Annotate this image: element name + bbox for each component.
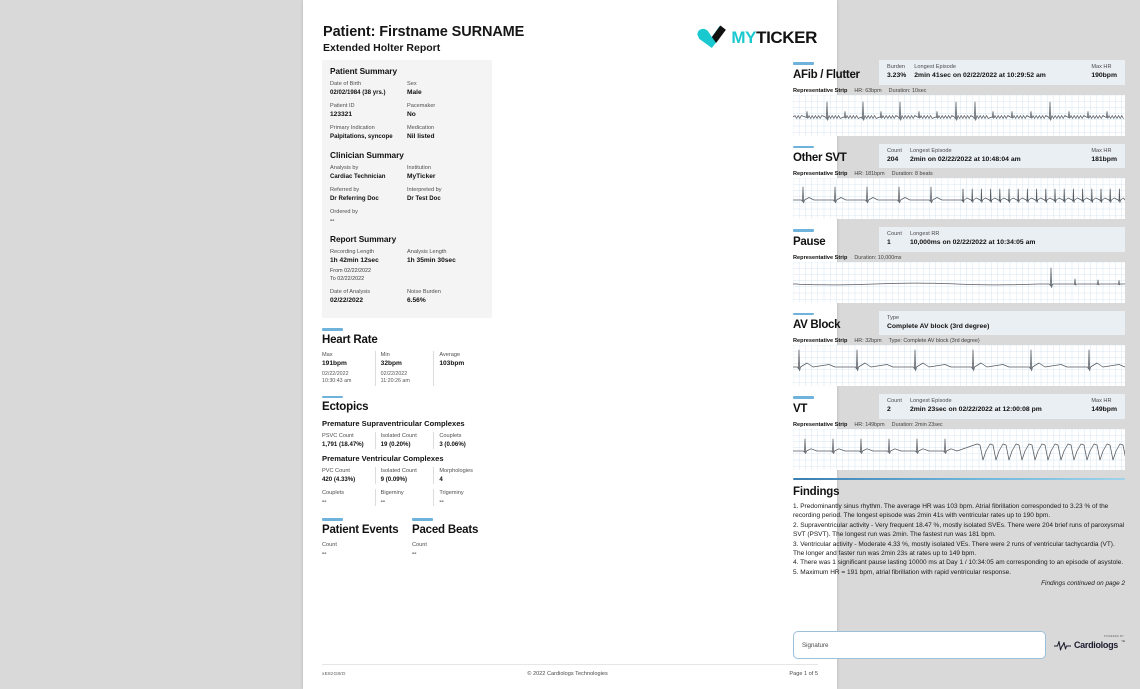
recording-length-field <box>330 248 407 265</box>
heart-rate-title: Heart Rate <box>322 333 378 346</box>
event-stat <box>887 314 997 332</box>
psvc-isolated-label: Isolated Count <box>380 433 417 440</box>
patient-summary-title: Patient Summary <box>330 66 398 76</box>
pvc-stats-row <box>322 467 492 484</box>
referred-by-value: Dr Referring Doc <box>330 195 379 202</box>
noise-burden-label: Noise Burden <box>407 289 441 295</box>
analysis-by-value: Cardiac Technician <box>330 173 386 180</box>
hr-average-field <box>433 351 492 386</box>
event-stat <box>887 147 910 165</box>
pvc-couplets-field <box>322 489 375 506</box>
event-header <box>793 60 1125 85</box>
event-stat <box>1091 147 1119 165</box>
hr-max-time: 10:30:43 am <box>322 378 352 385</box>
accent-bar-paced-beats <box>412 518 433 521</box>
pvc-bigeminy-value: -- <box>380 498 386 506</box>
date-of-analysis-label: Date of Analysis <box>330 289 371 295</box>
institution-field <box>407 164 484 181</box>
pvc-trigeminy-value: -- <box>439 498 444 506</box>
pvc-isolated-field <box>375 467 434 484</box>
dob-label: Date of Birth <box>330 81 362 87</box>
logo-my: MY <box>731 27 757 47</box>
findings-title: Findings <box>793 485 840 498</box>
hr-min-time: 11:20:26 am <box>380 378 410 385</box>
event-stat-value: 2min 23sec on 02/22/2022 at 12:00:08 pm <box>909 406 1042 413</box>
analysis-by-label: Analysis by <box>330 165 359 171</box>
pvc-bigeminy-field <box>375 489 434 506</box>
hr-min-value: 32bpm <box>380 359 402 367</box>
sex-value: Male <box>407 89 422 96</box>
psvc-couplets-field <box>433 432 492 449</box>
recording-length-value: 1h 42min 12sec <box>330 257 379 264</box>
pvc-trigeminy-field <box>433 489 492 506</box>
hr-max-date: 02/22/2022 <box>322 370 349 377</box>
event-stat-value: 190bpm <box>1091 72 1117 79</box>
event-stat <box>1091 397 1119 415</box>
heart-rate-stats-row <box>322 351 492 386</box>
myticker-logo <box>694 24 817 50</box>
strip-label: Representative Strip <box>793 171 848 177</box>
referred-by-label: Referred by <box>330 187 360 193</box>
event-header <box>793 227 1125 252</box>
pvc-count-value: 420 (4.33%) <box>322 476 356 484</box>
psvc-count-label: PSVC Count <box>322 433 354 440</box>
event-stat-key: Longest Episode <box>909 147 952 154</box>
analysis-length-field <box>407 248 484 265</box>
analysis-noise-row <box>330 288 484 305</box>
hr-max-label: Max <box>322 351 333 358</box>
ecg-strip-vt <box>793 429 1125 470</box>
accent-bar-heart-rate <box>322 328 343 331</box>
event-title: AFib / Flutter <box>793 68 860 81</box>
event-section <box>793 144 1125 220</box>
ecg-strip-afib <box>793 95 1125 136</box>
pvc-bigeminy-label: Bigeminy <box>380 490 404 497</box>
right-column <box>793 60 1125 587</box>
pvc-patterns-row <box>322 489 492 506</box>
ecg-strip-avblock <box>793 345 1125 386</box>
medication-label: Medication <box>407 125 435 131</box>
recording-to: To 02/22/2022 <box>330 276 365 282</box>
hr-min-date: 02/22/2022 <box>380 370 408 377</box>
pvc-couplets-value: -- <box>322 498 327 506</box>
patient-id-value: 123321 <box>330 111 353 118</box>
copyright-text: © 2022 Cardiologs Technologies <box>527 671 608 677</box>
event-stat-value: 149bpm <box>1091 406 1117 413</box>
sex-field <box>407 80 484 97</box>
event-stat <box>914 63 1091 81</box>
ecg-wave-icon <box>1054 640 1071 651</box>
ordered-by-label: Ordered by <box>330 209 358 215</box>
event-section <box>793 60 1125 136</box>
pvc-morphologies-field <box>433 467 492 484</box>
psvc-heading: Premature Supraventricular Complexes <box>322 419 465 429</box>
event-stat-value: 3.23% <box>887 72 907 79</box>
hr-average-label: Average <box>439 351 461 358</box>
heart-rate-section <box>322 328 492 386</box>
patient-events-count-label: Count <box>322 541 337 548</box>
event-name-block <box>793 394 879 416</box>
recording-length-label: Recording Length <box>330 249 375 255</box>
event-name-block <box>793 227 879 249</box>
strip-meta: HR: 63bpm <box>854 87 882 94</box>
pvc-heading: Premature Ventricular Complexes <box>322 454 444 464</box>
powered-by-label: POWERED BY <box>1103 634 1124 638</box>
accent-bar-event <box>793 229 814 232</box>
event-stat-key: Type <box>887 314 900 321</box>
event-stat-value: 1 <box>887 239 891 246</box>
referred-by-field <box>330 186 407 203</box>
event-sections <box>793 60 1125 470</box>
page-number: Page 1 of 5 <box>789 671 818 677</box>
lengths-row <box>330 248 484 265</box>
date-of-analysis-field <box>330 288 407 305</box>
event-stat-key: Max HR <box>1091 398 1112 404</box>
institution-label: Institution <box>407 165 431 171</box>
indication-medication-row <box>330 124 484 141</box>
event-name-block <box>793 144 879 166</box>
clinician-summary-title: Clinician Summary <box>330 150 404 160</box>
institution-value: MyTicker <box>407 173 436 180</box>
pvc-morphologies-value: 4 <box>439 476 443 484</box>
accent-bar-event <box>793 146 814 149</box>
event-stat-key: Count <box>887 398 902 404</box>
event-stat-key: Longest Episode <box>914 64 956 70</box>
psvc-couplets-label: Couplets <box>439 433 462 440</box>
accent-bar-patient-events <box>322 518 343 521</box>
pacemaker-label: Pacemaker <box>407 103 436 109</box>
paced-beats-count-label: Count <box>412 541 427 548</box>
footer-divider <box>322 664 818 665</box>
pvc-isolated-label: Isolated Count <box>380 468 417 475</box>
pacemaker-value: No <box>407 111 416 118</box>
paced-beats-title: Paced Beats <box>412 523 479 536</box>
findings-divider <box>793 478 1125 480</box>
hr-min-field <box>375 351 434 386</box>
ectopics-title: Ectopics <box>322 401 369 414</box>
date-of-analysis-value: 02/22/2022 <box>330 297 364 304</box>
strip-meta-row <box>793 422 1125 428</box>
event-stat-bar <box>879 227 1125 252</box>
finding-item: 1. Predominantly sinus rhythm. The average HR was 103 bpm. Atrial fibrillation corresponded to 3.23 % of the recording period. The longest episode was 2min 41s with ventricular rates up to 190 bpm. <box>793 502 1109 520</box>
psvc-count-field <box>322 432 375 449</box>
hr-max-field <box>322 351 375 386</box>
summary-gray-block <box>322 60 492 318</box>
paced-beats-section <box>412 518 492 558</box>
ordered-by-row <box>330 208 484 225</box>
interpreted-by-value: Dr Test Doc <box>407 195 441 202</box>
strip-meta-row <box>793 338 1125 344</box>
strip-label: Representative Strip <box>793 338 848 344</box>
patient-events-section <box>322 518 402 558</box>
event-title: AV Block <box>793 319 841 332</box>
event-stat-key: Count <box>887 147 902 154</box>
event-name-block <box>793 311 879 333</box>
event-header <box>793 144 1125 169</box>
ecg-strip-pause <box>793 262 1125 303</box>
event-stat-key: Max HR <box>1091 147 1112 154</box>
logo-ticker: TICKER <box>756 27 817 47</box>
patient-name: Patient: Firstname SURNAME <box>323 24 525 40</box>
cardiologs-name: Cardiologs <box>1073 640 1118 650</box>
pvc-morphologies-label: Morphologies <box>439 468 473 475</box>
event-section <box>793 227 1125 303</box>
strip-meta: Duration: 10,000ms <box>854 254 902 261</box>
strip-meta: Duration: 10sec <box>888 87 927 94</box>
strip-meta: Type: Complete AV block (3rd degree) <box>888 338 980 344</box>
event-title: VT <box>793 402 808 415</box>
patient-events-title: Patient Events <box>322 523 399 536</box>
event-stat-value: 181bpm <box>1091 155 1117 163</box>
patient-events-count-value: -- <box>322 549 327 557</box>
primary-indication-value: Palpitations, syncope <box>330 133 393 140</box>
pvc-isolated-value: 9 (0.09%) <box>380 476 408 484</box>
left-column <box>322 60 492 558</box>
psvc-isolated-value: 19 (0.20%) <box>380 441 411 449</box>
analysis-length-value: 1h 35min 30sec <box>407 257 456 264</box>
strip-meta-row <box>793 255 1125 261</box>
event-stat-key: Count <box>887 231 902 237</box>
patient-id-label: Patient ID <box>330 103 355 109</box>
event-stat <box>910 397 1091 415</box>
primary-indication-field <box>330 124 407 141</box>
event-section <box>793 394 1125 470</box>
event-stat-value: 2min on 02/22/2022 at 10:48:04 am <box>909 155 1021 163</box>
event-stat-value: 2 <box>887 406 891 413</box>
strip-meta: Duration: 8 beats <box>891 171 933 177</box>
referred-interpreted-row <box>330 186 484 203</box>
dob-field <box>330 80 407 97</box>
psvc-couplets-value: 3 (0.06%) <box>439 441 466 449</box>
strip-meta: HR: 32bpm <box>854 338 882 344</box>
interpreted-by-label: Interpreted by <box>407 187 442 193</box>
event-stat-key: Max HR <box>1091 64 1112 70</box>
event-title: Other SVT <box>793 152 847 165</box>
event-header <box>793 311 1125 336</box>
psvc-stats-row <box>322 432 492 449</box>
pvc-count-label: PVC Count <box>322 468 350 475</box>
events-paced-row <box>322 518 492 558</box>
event-stat-bar <box>879 394 1125 419</box>
event-stat <box>910 147 1091 165</box>
pvc-count-field <box>322 467 375 484</box>
finding-item: 4. There was 1 significant pause lasting 10000 ms at Day 1 / 10:34:05 am corresponding to an episode of asystole. <box>793 559 1124 567</box>
report-page <box>303 0 1125 689</box>
dob-value: 02/02/1984 (38 yrs.) <box>330 89 386 96</box>
event-stat-value: 204 <box>887 155 899 163</box>
medication-field <box>407 124 484 141</box>
sex-label: Sex <box>407 81 417 87</box>
heart-check-icon <box>694 24 728 50</box>
event-stat <box>1091 63 1119 81</box>
event-stat-key: Longest RR <box>909 231 940 237</box>
report-type: Extended Holter Report <box>323 42 441 54</box>
analysis-length-label: Analysis Length <box>407 249 447 255</box>
findings-list <box>793 502 1125 577</box>
event-stat-value: Complete AV block (3rd degree) <box>887 322 990 330</box>
event-stat-key: Burden <box>887 64 906 70</box>
event-stat-bar <box>879 311 1125 336</box>
strip-label: Representative Strip <box>793 421 848 428</box>
event-section <box>793 311 1125 387</box>
strip-meta: HR: 149bpm <box>854 421 885 428</box>
noise-burden-value: 6.56% <box>407 297 426 304</box>
event-stat <box>910 230 1119 248</box>
event-name-block <box>793 60 879 82</box>
ectopics-section <box>322 396 492 507</box>
event-title: Pause <box>793 235 826 248</box>
report-summary-title: Report Summary <box>330 234 397 244</box>
hr-min-label: Min <box>380 351 390 358</box>
document-code: xE8zG8rD <box>322 671 346 677</box>
analysis-institution-row <box>330 164 484 181</box>
finding-item: 2. Supraventricular activity - Very frequent 18.47 %, mostly isolated SVEs. There were 204 brief runs of paroxysmal SVT (PSVT). The longest run was 2min. The fastest run was 181 bpm. <box>793 521 1125 539</box>
cardiologs-brand <box>1054 634 1125 651</box>
interpreted-by-field <box>407 186 484 203</box>
strip-label: Representative Strip <box>793 254 848 261</box>
noise-burden-field <box>407 288 484 305</box>
pacemaker-field <box>407 102 484 119</box>
signature-placeholder: Signature <box>802 641 829 649</box>
strip-meta: HR: 181bpm <box>854 171 885 177</box>
dob-sex-row <box>330 80 484 97</box>
accent-bar-event <box>793 313 814 316</box>
hr-max-value: 191bpm <box>322 359 347 367</box>
event-header <box>793 394 1125 419</box>
event-stat <box>887 63 914 81</box>
event-stat-key: Longest Episode <box>909 398 952 404</box>
strip-label: Representative Strip <box>793 87 848 94</box>
signature-row <box>793 631 1125 659</box>
strip-meta-row <box>793 171 1125 177</box>
psvc-isolated-field <box>375 432 434 449</box>
finding-item: 5. Maximum HR = 191 bpm, atrial fibrillation with rapid ventricular response. <box>793 568 1012 576</box>
analysis-by-field <box>330 164 407 181</box>
ordered-by-value: -- <box>330 217 335 224</box>
event-stat <box>887 230 910 248</box>
id-pacemaker-row <box>330 102 484 119</box>
pvc-trigeminy-label: Trigeminy <box>439 490 464 497</box>
report-header <box>323 24 817 64</box>
signature-input[interactable] <box>793 631 1046 659</box>
paced-beats-count-value: -- <box>412 549 417 557</box>
patient-id-field <box>330 102 407 119</box>
event-stat-bar <box>879 60 1125 85</box>
hr-average-value: 103bpm <box>439 359 465 367</box>
event-stat-value: 2min 41sec on 02/22/2022 at 10:29:52 am <box>914 72 1046 79</box>
psvc-count-value: 1,791 (18.47%) <box>322 441 364 449</box>
recording-from: From 02/22/2022 <box>330 268 372 274</box>
accent-bar-event <box>793 396 814 399</box>
accent-bar-event <box>793 62 814 65</box>
primary-indication-label: Primary Indication <box>330 125 375 131</box>
strip-meta-row <box>793 88 1125 94</box>
cardiologs-tm: ™ <box>1121 638 1125 644</box>
pvc-couplets-label: Couplets <box>322 490 345 497</box>
findings-continued: Findings continued on page 2 <box>1041 580 1125 588</box>
logo-wordmark <box>731 29 817 46</box>
ecg-strip-svt <box>793 178 1125 219</box>
medication-value: Nil listed <box>407 133 435 140</box>
event-stat <box>887 397 910 415</box>
event-stat-bar <box>879 144 1125 169</box>
event-stat-value: 10,000ms on 02/22/2022 at 10:34:05 am <box>909 239 1036 246</box>
page-footer <box>322 671 818 677</box>
finding-item: 3. Ventricular activity - Moderate 4.33 %, mostly isolated VEs. There were 2 runs of ventricular tachycardia (VT). The longer and faster run was 2min 23s at rates up to 149 bpm. <box>793 540 1115 557</box>
strip-meta: Duration: 2min 23sec <box>891 421 943 428</box>
accent-bar-ectopics <box>322 396 343 399</box>
ordered-by-field <box>330 208 484 225</box>
